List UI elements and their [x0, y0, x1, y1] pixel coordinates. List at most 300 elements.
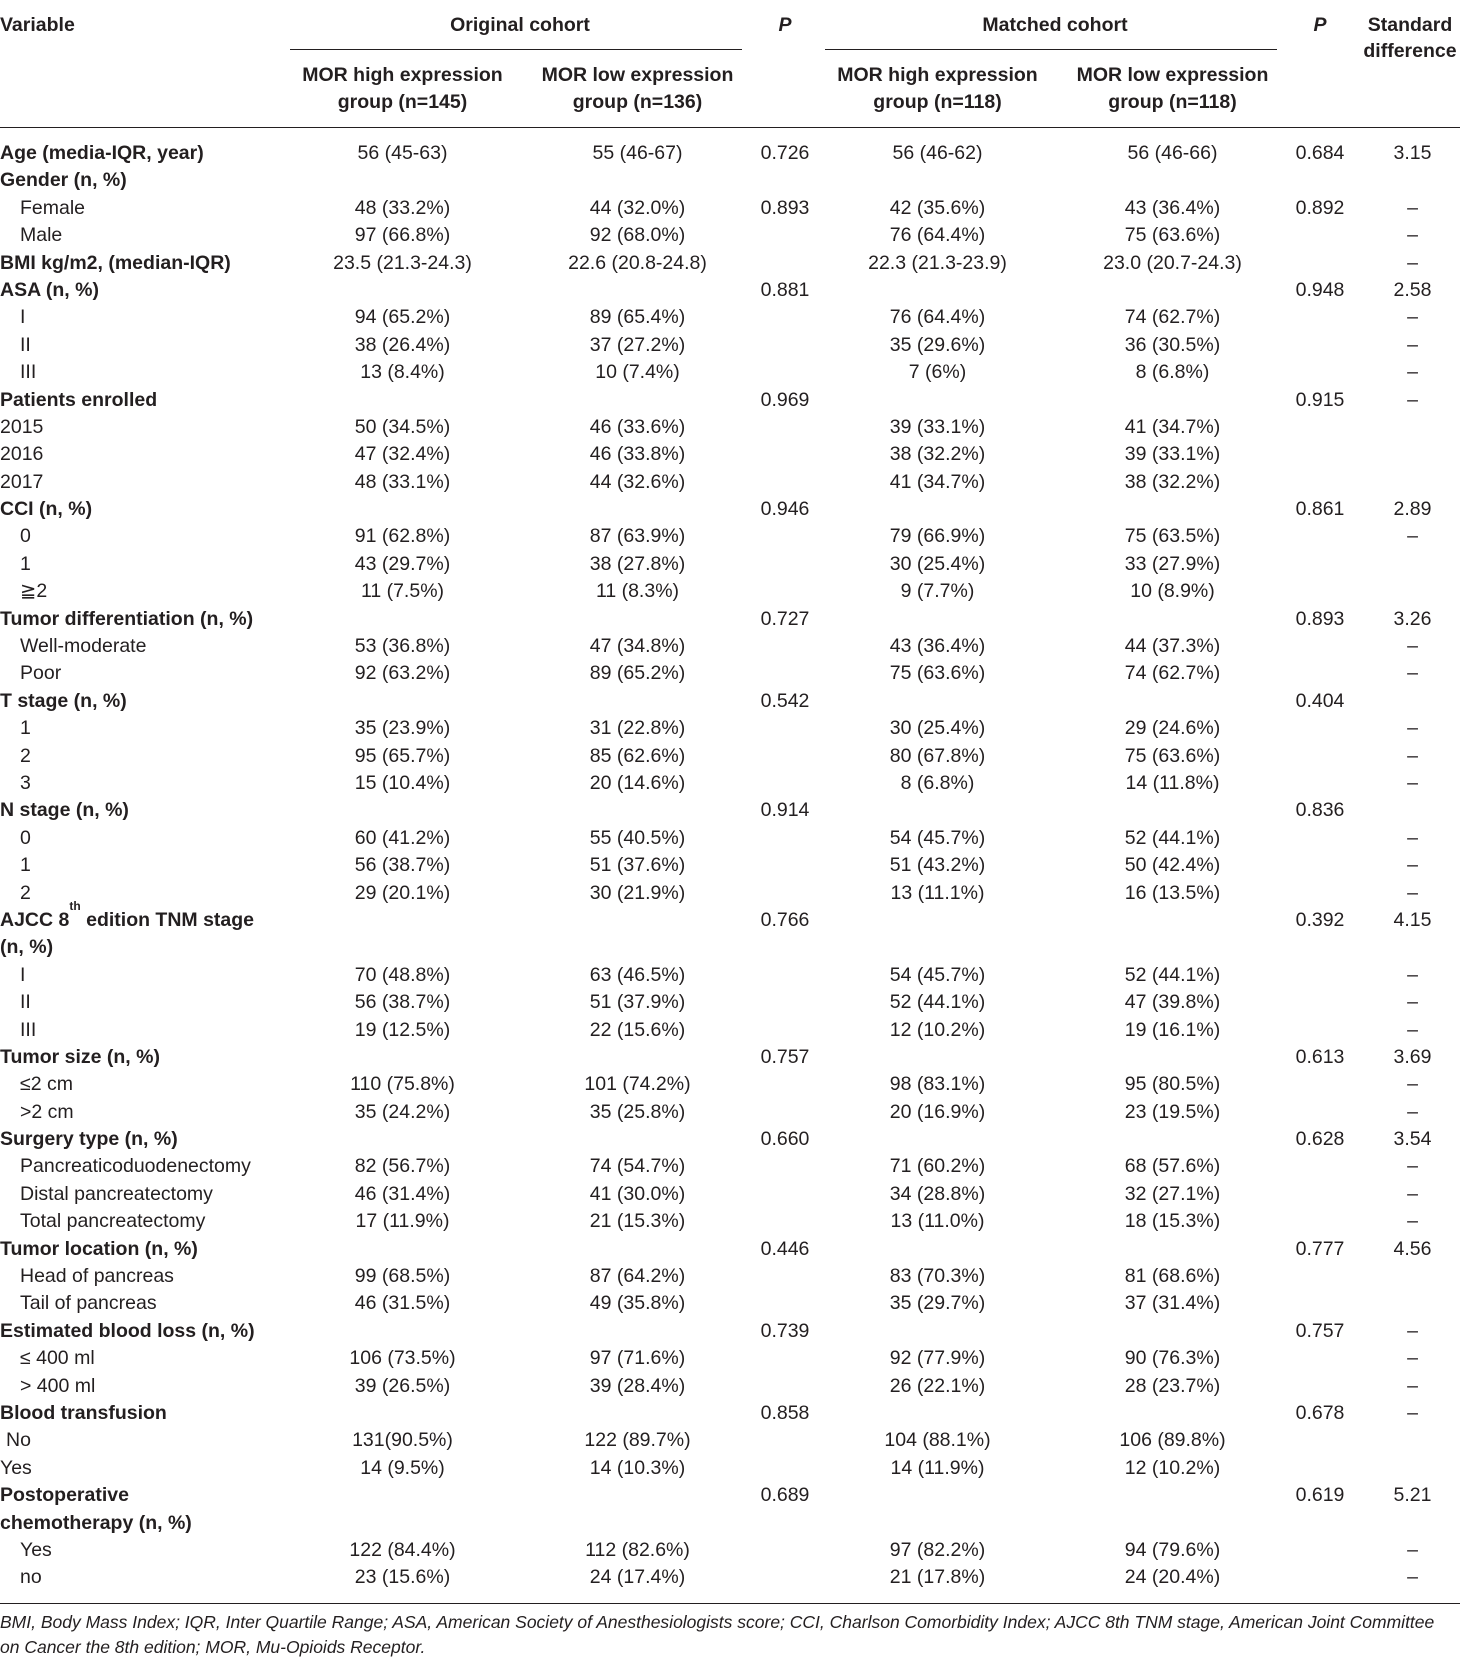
cell-match-low: 75 (63.6%) — [1124, 224, 1221, 247]
row-label: BMI kg/m2, (median-IQR) — [0, 251, 231, 274]
cell-orig-high: 43 (29.7%) — [354, 552, 451, 575]
cell-orig-low: 89 (65.4%) — [589, 306, 686, 329]
row-label: Gender (n, %) — [0, 169, 127, 192]
cell-match-high: 56 (46-62) — [892, 142, 983, 164]
header-matched-cohort: Matched cohort — [982, 14, 1128, 36]
cell-p-matched: 0.392 — [1295, 908, 1345, 931]
header-rule — [0, 127, 1460, 128]
cell-p-original: 0.881 — [760, 278, 810, 301]
cell-match-low: 74 (62.7%) — [1124, 306, 1221, 329]
row-label: T stage (n, %) — [0, 689, 127, 712]
cell-match-low: 44 (37.3%) — [1124, 635, 1221, 658]
row-label: Postoperative chemotherapy (n, %) — [0, 1484, 192, 1534]
cell-match-high: 41 (34.7%) — [889, 470, 986, 493]
row-label: Total pancreatectomy — [20, 1210, 206, 1233]
header-match-low-2: group (n=118) — [1108, 91, 1237, 113]
cell-orig-low: 92 (68.0%) — [589, 224, 686, 247]
cell-p-original: 0.689 — [760, 1484, 810, 1507]
table-row — [0, 1290, 1460, 1317]
table-row — [0, 140, 1460, 167]
cell-match-low: 90 (76.3%) — [1124, 1347, 1221, 1370]
cell-orig-high: 15 (10.4%) — [354, 771, 451, 794]
row-label: Blood transfusion — [0, 1401, 167, 1424]
cell-match-low: 41 (34.7%) — [1124, 415, 1221, 438]
row-label: Tumor location (n, %) — [0, 1237, 198, 1260]
cell-match-high: 8 (6.8%) — [900, 771, 975, 794]
row-label: 0 — [20, 525, 31, 548]
cell-p-original: 0.660 — [760, 1128, 810, 1151]
cell-std-diff: – — [1407, 991, 1418, 1014]
cell-std-diff: – — [1407, 1018, 1418, 1041]
row-label: Distal pancreatectomy — [20, 1182, 213, 1205]
cell-p-original: 0.858 — [760, 1401, 810, 1424]
cell-orig-high: 56 (38.7%) — [354, 991, 451, 1014]
table-row — [0, 770, 1460, 797]
cell-match-low: 106 (89.8%) — [1119, 1429, 1226, 1452]
cell-std-diff: – — [1407, 361, 1418, 384]
cell-orig-low: 22 (15.6%) — [589, 1018, 686, 1041]
row-label: 0 — [20, 826, 31, 849]
cell-orig-low: 38 (27.8%) — [589, 552, 686, 575]
cell-std-diff: 3.26 — [1393, 607, 1432, 630]
table-body — [0, 140, 1460, 1592]
table-row — [0, 660, 1460, 687]
cell-std-diff: 5.21 — [1393, 1484, 1432, 1507]
cell-match-high: 30 (25.4%) — [889, 717, 986, 740]
cell-std-diff: – — [1407, 525, 1418, 548]
table-row — [0, 1099, 1460, 1126]
cell-p-original: 0.757 — [760, 1045, 810, 1068]
cell-orig-low: 97 (71.6%) — [589, 1347, 686, 1370]
table-row — [0, 1017, 1460, 1044]
cell-p-matched: 0.915 — [1295, 388, 1345, 411]
cell-p-matched: 0.892 — [1295, 196, 1345, 219]
cell-std-diff: – — [1407, 771, 1418, 794]
cell-orig-low: 55 (40.5%) — [589, 826, 686, 849]
table-row — [0, 1208, 1460, 1235]
cell-orig-low: 74 (54.7%) — [589, 1155, 686, 1178]
cell-match-high: 7 (6%) — [908, 361, 967, 384]
cell-match-high: 26 (22.1%) — [889, 1374, 986, 1397]
row-label: 2016 — [0, 443, 44, 466]
row-label: ASA (n, %) — [0, 278, 99, 301]
cell-std-diff: – — [1407, 1182, 1418, 1205]
cell-orig-high: 17 (11.9%) — [355, 1210, 450, 1233]
cell-match-high: 35 (29.7%) — [889, 1292, 986, 1315]
cell-std-diff: – — [1407, 826, 1418, 849]
cell-match-high: 51 (43.2%) — [889, 854, 986, 877]
cell-orig-low: 44 (32.0%) — [589, 196, 686, 219]
cell-match-low: 50 (42.4%) — [1124, 854, 1221, 877]
table-row — [0, 1181, 1460, 1208]
table-row — [0, 1373, 1460, 1400]
table-row — [0, 1345, 1460, 1372]
cell-std-diff: 3.69 — [1393, 1045, 1432, 1068]
cell-p-original: 0.969 — [760, 388, 810, 411]
row-label: Head of pancreas — [20, 1265, 174, 1288]
cell-orig-high: 46 (31.4%) — [354, 1182, 451, 1205]
cell-orig-high: 82 (56.7%) — [354, 1155, 451, 1178]
table-row — [0, 688, 1460, 715]
table-row — [0, 578, 1460, 605]
cell-match-high: 97 (82.2%) — [889, 1538, 986, 1561]
row-label: >2 cm — [20, 1100, 74, 1123]
row-label: III — [20, 361, 37, 384]
header-std-diff-1: Standard — [1367, 14, 1453, 36]
cell-orig-high: 122 (84.4%) — [349, 1538, 456, 1561]
header-orig-low-2: group (n=136) — [572, 91, 703, 113]
cell-p-matched: 0.404 — [1295, 689, 1345, 712]
header-match-low-1: MOR low expression — [1076, 64, 1269, 86]
cell-std-diff: – — [1407, 717, 1418, 740]
cell-orig-high: 38 (26.4%) — [354, 333, 451, 356]
original-cohort-rule — [290, 49, 742, 50]
cell-std-diff: – — [1407, 224, 1418, 247]
cell-orig-low: 46 (33.8%) — [589, 443, 686, 466]
cell-std-diff: – — [1407, 388, 1418, 411]
row-label: ≤ 400 ml — [20, 1347, 95, 1370]
cell-orig-high: 35 (24.2%) — [354, 1100, 451, 1123]
cell-p-original: 0.446 — [760, 1237, 810, 1260]
cell-match-low: 38 (32.2%) — [1124, 470, 1221, 493]
cell-std-diff: – — [1407, 333, 1418, 356]
cell-match-high: 38 (32.2%) — [889, 443, 986, 466]
cell-match-high: 12 (10.2%) — [889, 1018, 986, 1041]
cell-orig-high: 50 (34.5%) — [354, 415, 451, 438]
cell-orig-low: 85 (62.6%) — [589, 744, 686, 767]
cell-orig-high: 106 (73.5%) — [349, 1347, 456, 1370]
cell-orig-high: 56 (38.7%) — [354, 854, 451, 877]
row-label: I — [20, 963, 26, 986]
row-label: III — [20, 1018, 37, 1041]
cell-std-diff: 4.56 — [1393, 1237, 1432, 1260]
row-label-part: edition TNM stage (n, %) — [0, 908, 255, 959]
table-row — [0, 551, 1460, 578]
table-row — [0, 1400, 1460, 1427]
row-label: 1 — [20, 717, 31, 740]
row-label: I — [20, 306, 26, 329]
row-label: Yes — [20, 1538, 52, 1561]
cell-match-high: 43 (36.4%) — [889, 635, 986, 658]
cell-orig-low: 11 (8.3%) — [595, 580, 680, 603]
cell-orig-low: 31 (22.8%) — [589, 717, 686, 740]
cell-std-diff: – — [1407, 881, 1418, 904]
cell-match-low: 47 (39.8%) — [1124, 991, 1221, 1014]
cell-match-low: 33 (27.9%) — [1124, 552, 1221, 575]
cell-p-original: 0.727 — [760, 607, 810, 630]
cell-std-diff: – — [1407, 744, 1418, 767]
cell-orig-low: 122 (89.7%) — [584, 1429, 691, 1452]
header-match-high-2: group (n=118) — [873, 91, 1002, 113]
cell-std-diff: – — [1407, 854, 1418, 877]
row-label: Well-moderate — [20, 635, 147, 658]
row-label — [0, 899, 270, 962]
cell-p-original: 0.726 — [760, 142, 810, 164]
table-row — [0, 195, 1460, 222]
header-match-high-1: MOR high expression — [837, 64, 1038, 86]
cell-match-low: 18 (15.3%) — [1124, 1210, 1221, 1233]
table-row — [0, 1564, 1460, 1591]
cell-orig-low: 35 (25.8%) — [589, 1100, 686, 1123]
cell-std-diff: – — [1407, 635, 1418, 658]
table-row — [0, 441, 1460, 468]
row-label: > 400 ml — [20, 1374, 96, 1397]
table-row — [0, 1071, 1460, 1098]
table-row — [0, 414, 1460, 441]
cell-orig-high: 19 (12.5%) — [354, 1018, 451, 1041]
cell-std-diff: 2.58 — [1393, 278, 1432, 301]
cell-match-low: 56 (46-66) — [1127, 142, 1218, 164]
table-row — [0, 304, 1460, 331]
cell-match-high: 54 (45.7%) — [889, 963, 986, 986]
cell-match-high: 14 (11.9%) — [890, 1456, 985, 1479]
cell-orig-high: 35 (23.9%) — [354, 717, 451, 740]
cell-orig-low: 55 (46-67) — [592, 142, 683, 164]
matched-cohort-rule — [825, 49, 1277, 50]
row-label-superscript: th — [69, 899, 81, 914]
cell-p-matched: 0.836 — [1295, 799, 1345, 822]
row-label: Patients enrolled — [0, 388, 158, 411]
table-row — [0, 825, 1460, 852]
cell-match-high: 76 (64.4%) — [889, 306, 986, 329]
cell-std-diff: – — [1407, 1319, 1418, 1342]
cell-orig-high: 95 (65.7%) — [354, 744, 451, 767]
cell-std-diff: – — [1407, 1073, 1418, 1096]
cell-match-low: 52 (44.1%) — [1124, 963, 1221, 986]
cell-p-matched: 0.757 — [1295, 1319, 1345, 1342]
cell-p-matched: 0.893 — [1295, 607, 1345, 630]
cell-orig-high: 131(90.5%) — [352, 1429, 453, 1452]
table-row — [0, 1044, 1460, 1071]
row-label: CCI (n, %) — [0, 498, 93, 521]
cell-match-high: 42 (35.6%) — [889, 196, 986, 219]
cell-orig-high: 60 (41.2%) — [354, 826, 451, 849]
cell-orig-high: 48 (33.1%) — [354, 470, 451, 493]
cell-orig-low: 39 (28.4%) — [589, 1374, 686, 1397]
header-original-cohort: Original cohort — [450, 14, 590, 36]
row-label: ≤2 cm — [20, 1073, 73, 1096]
table-row — [0, 469, 1460, 496]
row-label: 1 — [20, 552, 31, 575]
footnote: BMI, Body Mass Index; IQR, Inter Quartile Range; ASA, American Society of Anesthesiologists score; CCI, Charlson Comorbidity Index; AJCC 8th TNM stage, American Joint Committee on Cancer the 8th edition; MOR, Mu-Opioids Receptor. — [0, 1612, 1435, 1657]
cell-orig-high: 23.5 (21.3-24.3) — [333, 251, 472, 274]
table-row — [0, 715, 1460, 742]
cell-std-diff: 3.15 — [1393, 142, 1432, 164]
table-row — [0, 250, 1460, 277]
row-label: Female — [20, 196, 86, 219]
cell-orig-low: 51 (37.9%) — [589, 991, 686, 1014]
cell-match-high: 21 (17.8%) — [889, 1566, 986, 1589]
cell-match-low: 39 (33.1%) — [1124, 443, 1221, 466]
table-row — [0, 1236, 1460, 1263]
row-label: 2015 — [0, 415, 44, 438]
table-row — [0, 277, 1460, 304]
cell-orig-low: 51 (37.6%) — [589, 854, 686, 877]
cell-orig-low: 41 (30.0%) — [589, 1182, 686, 1205]
cell-p-matched: 0.619 — [1295, 1484, 1345, 1507]
table-row — [0, 962, 1460, 989]
table-row — [0, 167, 1460, 194]
cell-match-low: 36 (30.5%) — [1124, 333, 1221, 356]
cell-orig-low: 101 (74.2%) — [584, 1073, 691, 1096]
row-label: Tumor differentiation (n, %) — [0, 607, 254, 630]
row-label-part: AJCC 8 — [0, 908, 70, 931]
cell-orig-high: 97 (66.8%) — [354, 224, 451, 247]
cell-orig-high: 47 (32.4%) — [354, 443, 451, 466]
cell-match-high: 54 (45.7%) — [889, 826, 986, 849]
table-row — [0, 387, 1460, 414]
cell-match-low: 52 (44.1%) — [1124, 826, 1221, 849]
header-orig-high-2: group (n=145) — [337, 91, 468, 113]
row-label: N stage (n, %) — [0, 799, 129, 822]
cell-match-low: 16 (13.5%) — [1124, 881, 1221, 904]
cell-orig-low: 112 (82.6%) — [585, 1538, 690, 1561]
cell-match-low: 23 (19.5%) — [1124, 1100, 1221, 1123]
row-label: 1 — [20, 854, 31, 877]
cell-match-high: 98 (83.1%) — [889, 1073, 986, 1096]
table-row — [0, 880, 1460, 907]
cell-orig-low: 21 (15.3%) — [589, 1210, 686, 1233]
table-row — [0, 1482, 1460, 1537]
cell-match-high: 75 (63.6%) — [889, 662, 986, 685]
cell-orig-low: 87 (63.9%) — [589, 525, 686, 548]
table-row — [0, 989, 1460, 1016]
cell-match-low: 75 (63.5%) — [1124, 525, 1221, 548]
cell-std-diff: – — [1407, 662, 1418, 685]
cell-match-low: 29 (24.6%) — [1124, 717, 1221, 740]
cell-p-original: 0.946 — [760, 498, 810, 521]
cell-match-low: 68 (57.6%) — [1124, 1155, 1221, 1178]
cell-match-high: 79 (66.9%) — [889, 525, 986, 548]
cell-orig-high: 53 (36.8%) — [354, 635, 451, 658]
cell-std-diff: – — [1407, 1538, 1418, 1561]
cell-orig-low: 30 (21.9%) — [589, 881, 686, 904]
cell-p-original: 0.914 — [760, 799, 810, 822]
cell-orig-low: 89 (65.2%) — [589, 662, 686, 685]
cell-match-high: 71 (60.2%) — [889, 1155, 986, 1178]
cell-match-low: 8 (6.8%) — [1135, 361, 1210, 384]
cell-match-low: 43 (36.4%) — [1124, 196, 1221, 219]
cell-match-high: 22.3 (21.3-23.9) — [868, 251, 1007, 274]
table-row — [0, 1455, 1460, 1482]
table-row — [0, 743, 1460, 770]
table-row — [0, 606, 1460, 633]
cell-orig-low: 63 (46.5%) — [589, 963, 686, 986]
cell-match-low: 10 (8.9%) — [1130, 580, 1215, 603]
row-label: II — [20, 333, 31, 356]
row-label: ≧2 — [20, 580, 48, 603]
cell-match-low: 19 (16.1%) — [1124, 1018, 1221, 1041]
cell-orig-low: 20 (14.6%) — [589, 771, 686, 794]
cell-orig-low: 37 (27.2%) — [589, 333, 686, 356]
table-row — [0, 1537, 1460, 1564]
table-row — [0, 222, 1460, 249]
cell-orig-low: 14 (10.3%) — [589, 1456, 686, 1479]
row-label: Pancreaticoduodenectomy — [20, 1155, 251, 1178]
row-label: Tumor size (n, %) — [0, 1045, 160, 1068]
cell-match-low: 94 (79.6%) — [1124, 1538, 1221, 1561]
cell-orig-low: 49 (35.8%) — [589, 1292, 686, 1315]
cell-orig-high: 56 (45-63) — [357, 142, 448, 164]
cell-match-low: 23.0 (20.7-24.3) — [1103, 251, 1242, 274]
cell-orig-high: 91 (62.8%) — [354, 525, 451, 548]
table-row — [0, 1153, 1460, 1180]
cell-match-low: 81 (68.6%) — [1124, 1265, 1221, 1288]
cell-p-original: 0.739 — [760, 1319, 810, 1342]
cell-p-matched: 0.861 — [1295, 498, 1345, 521]
header-p-matched: P — [1313, 14, 1327, 36]
cell-match-low: 32 (27.1%) — [1124, 1182, 1221, 1205]
cell-orig-high: 48 (33.2%) — [354, 196, 451, 219]
cell-match-high: 20 (16.9%) — [889, 1100, 986, 1123]
cell-p-matched: 0.684 — [1295, 142, 1345, 164]
cell-orig-low: 46 (33.6%) — [589, 415, 686, 438]
header-p-original: P — [778, 14, 792, 36]
cell-orig-high: 94 (65.2%) — [354, 306, 451, 329]
row-label: 3 — [20, 771, 31, 794]
row-label: II — [20, 991, 31, 1014]
cell-orig-high: 13 (8.4%) — [360, 361, 445, 384]
table-row — [0, 797, 1460, 824]
cell-std-diff: – — [1407, 196, 1418, 219]
cell-std-diff: – — [1407, 1210, 1418, 1233]
cell-std-diff: 3.54 — [1393, 1128, 1432, 1151]
cell-std-diff: – — [1407, 1155, 1418, 1178]
cell-orig-high: 110 (75.8%) — [350, 1073, 455, 1096]
table-row — [0, 633, 1460, 660]
cell-orig-high: 11 (7.5%) — [360, 580, 445, 603]
cell-std-diff: – — [1407, 963, 1418, 986]
cell-match-high: 9 (7.7%) — [900, 580, 975, 603]
cell-p-matched: 0.948 — [1295, 278, 1345, 301]
table-row — [0, 1263, 1460, 1290]
cell-match-high: 35 (29.6%) — [889, 333, 986, 356]
cell-match-low: 95 (80.5%) — [1124, 1073, 1221, 1096]
table-row — [0, 1427, 1460, 1454]
cell-match-high: 30 (25.4%) — [889, 552, 986, 575]
cell-std-diff: – — [1407, 251, 1418, 274]
cell-std-diff: 2.89 — [1393, 498, 1432, 521]
cell-orig-high: 14 (9.5%) — [360, 1456, 445, 1479]
cell-p-original: 0.893 — [760, 196, 810, 219]
table-row — [0, 852, 1460, 879]
cell-std-diff: – — [1407, 1347, 1418, 1370]
cell-orig-high: 46 (31.5%) — [354, 1292, 451, 1315]
cell-std-diff: – — [1407, 1100, 1418, 1123]
cell-match-high: 80 (67.8%) — [889, 744, 986, 767]
row-label: Tail of pancreas — [20, 1292, 157, 1315]
cell-std-diff: – — [1407, 1401, 1418, 1424]
cell-orig-low: 10 (7.4%) — [595, 361, 680, 384]
cell-p-matched: 0.777 — [1295, 1237, 1345, 1260]
cell-p-original: 0.766 — [760, 908, 810, 931]
row-label: Age (media-IQR, year) — [0, 142, 204, 164]
bottom-rule — [0, 1603, 1460, 1604]
cell-orig-high: 29 (20.1%) — [354, 881, 451, 904]
cell-std-diff: – — [1407, 1566, 1418, 1589]
cell-p-original: 0.542 — [760, 689, 810, 712]
header-orig-low-1: MOR low expression — [541, 64, 734, 86]
cell-match-high: 34 (28.8%) — [889, 1182, 986, 1205]
row-label: Yes — [0, 1456, 32, 1479]
row-label: Poor — [20, 662, 62, 685]
table-row — [0, 899, 1460, 962]
cell-orig-low: 47 (34.8%) — [589, 635, 686, 658]
cell-match-low: 24 (20.4%) — [1124, 1566, 1221, 1589]
cell-orig-high: 39 (26.5%) — [354, 1374, 451, 1397]
cell-orig-low: 24 (17.4%) — [589, 1566, 686, 1589]
cell-match-high: 104 (88.1%) — [884, 1429, 991, 1452]
